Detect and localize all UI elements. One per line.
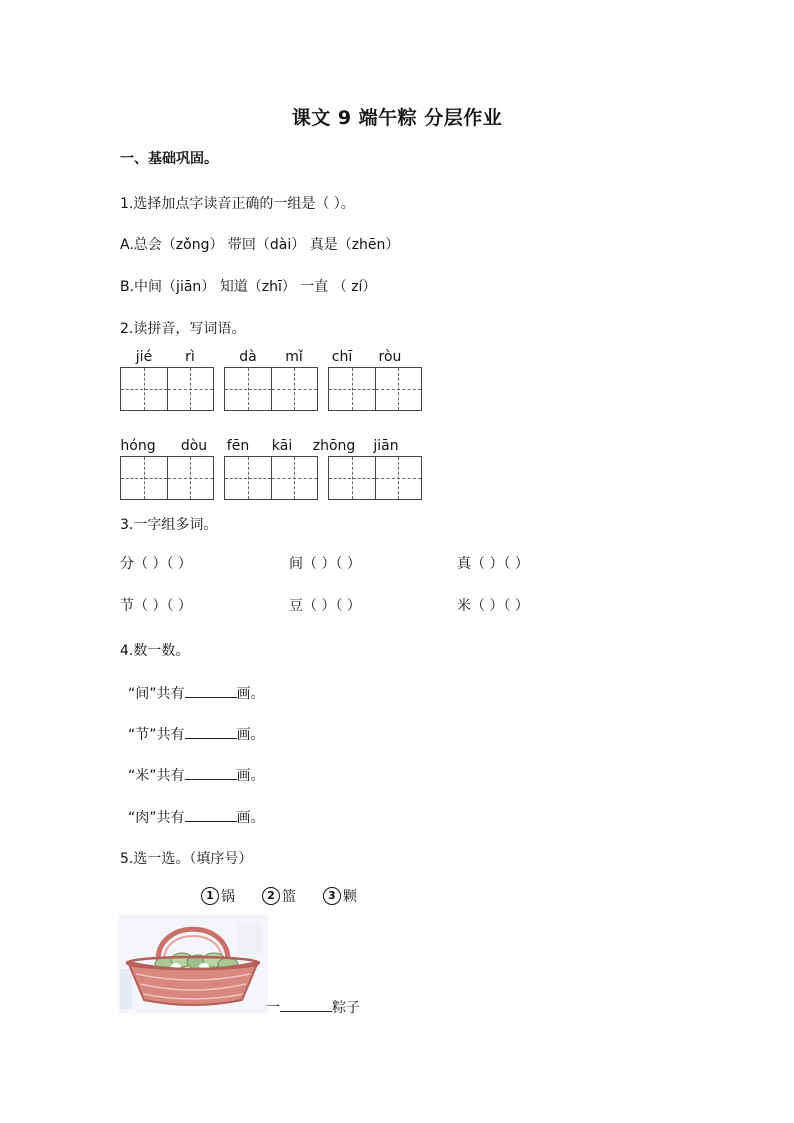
writing-cell[interactable] (329, 457, 375, 499)
writing-cell[interactable] (329, 368, 375, 410)
count-item-label: “肉”共有 (128, 810, 185, 826)
pinyin: hóng (120, 438, 156, 454)
pinyin: zhōng (312, 438, 356, 454)
writing-cell[interactable] (225, 368, 271, 410)
circled-number: 3 (323, 887, 341, 905)
count-item-suffix: 画。 (236, 768, 265, 784)
count-item-suffix: 画。 (236, 810, 265, 826)
writing-box[interactable] (224, 456, 318, 500)
circled-number: 1 (201, 887, 219, 905)
writing-box[interactable] (224, 367, 318, 411)
word-group[interactable]: 节（ ）（ ） (120, 598, 192, 614)
answer-blank[interactable] (280, 997, 332, 1012)
count-item-label: “间”共有 (128, 686, 185, 702)
word-group[interactable]: 间（ ）（ ） (289, 556, 361, 572)
count-item-suffix: 画。 (236, 727, 265, 743)
writing-box[interactable] (328, 367, 422, 411)
pinyin: ròu (378, 349, 402, 365)
count-item (128, 807, 265, 827)
word-group[interactable]: 米（ ）（ ） (457, 598, 529, 614)
answer-blank[interactable] (185, 765, 237, 780)
option-1[interactable]: 1 锅 (201, 888, 235, 904)
section-heading: 一、基础巩固。 (120, 151, 218, 167)
zongzi-basket-image (118, 914, 268, 1014)
writing-cell[interactable] (121, 368, 167, 410)
answer-blank[interactable] (185, 683, 237, 698)
q1-option-b[interactable]: B.中间（jiān） 知道（zhī） 一直 （ zí） (120, 279, 377, 295)
writing-cell[interactable] (271, 457, 317, 499)
writing-box[interactable] (120, 367, 214, 411)
option-2[interactable]: 2 篮 (262, 888, 296, 904)
count-item-suffix: 画。 (236, 686, 265, 702)
answer-suffix: 粽子 (332, 1000, 360, 1016)
writing-box[interactable] (120, 456, 214, 500)
answer-blank[interactable] (185, 724, 237, 739)
option-3[interactable]: 3 颗 (323, 888, 357, 904)
count-item (128, 683, 265, 703)
pinyin: jié (135, 349, 153, 365)
q4-prompt: 4.数一数。 (120, 643, 190, 659)
writing-cell[interactable] (271, 368, 317, 410)
q5-options (201, 886, 357, 906)
word-group[interactable]: 豆（ ）（ ） (289, 598, 361, 614)
pinyin: dòu (180, 438, 208, 454)
pinyin: fēn (226, 438, 250, 454)
writing-cell[interactable] (167, 368, 213, 410)
pinyin: jiān (373, 438, 399, 454)
pinyin: kāi (271, 438, 293, 454)
count-item (128, 765, 265, 785)
word-group[interactable]: 分（ ）（ ） (120, 556, 192, 572)
writing-cell[interactable] (375, 368, 421, 410)
writing-cell[interactable] (121, 457, 167, 499)
writing-cell[interactable] (375, 457, 421, 499)
writing-cell[interactable] (167, 457, 213, 499)
pinyin: rì (185, 349, 195, 365)
q5-prompt: 5.选一选。（填序号） (120, 851, 253, 867)
writing-box[interactable] (328, 456, 422, 500)
count-item-label: “节”共有 (128, 727, 185, 743)
circled-number: 2 (262, 887, 280, 905)
count-item (128, 724, 265, 744)
q3-prompt: 3.一字组多词。 (120, 517, 218, 533)
answer-blank[interactable] (185, 807, 237, 822)
word-group[interactable]: 真（ ）（ ） (457, 556, 529, 572)
pinyin: mǐ (285, 349, 303, 365)
count-item-label: “米”共有 (128, 768, 185, 784)
q2-prompt: 2.读拼音，写词语。 (120, 321, 246, 337)
q1-prompt: 1.选择加点字读音正确的一组是（ ）。 (120, 196, 355, 212)
writing-cell[interactable] (225, 457, 271, 499)
page-title: 课文 9 端午粽 分层作业 (291, 107, 503, 129)
q5-answer-line (266, 997, 360, 1017)
answer-prefix: 一 (266, 1000, 280, 1016)
q1-option-a[interactable]: A.总会（zǒng） 带回（dài） 真是（zhēn） (120, 237, 400, 253)
pinyin-row-1 (120, 349, 440, 369)
pinyin-row-2 (120, 438, 440, 458)
pinyin: chī (331, 349, 353, 365)
pinyin: dà (239, 349, 257, 365)
